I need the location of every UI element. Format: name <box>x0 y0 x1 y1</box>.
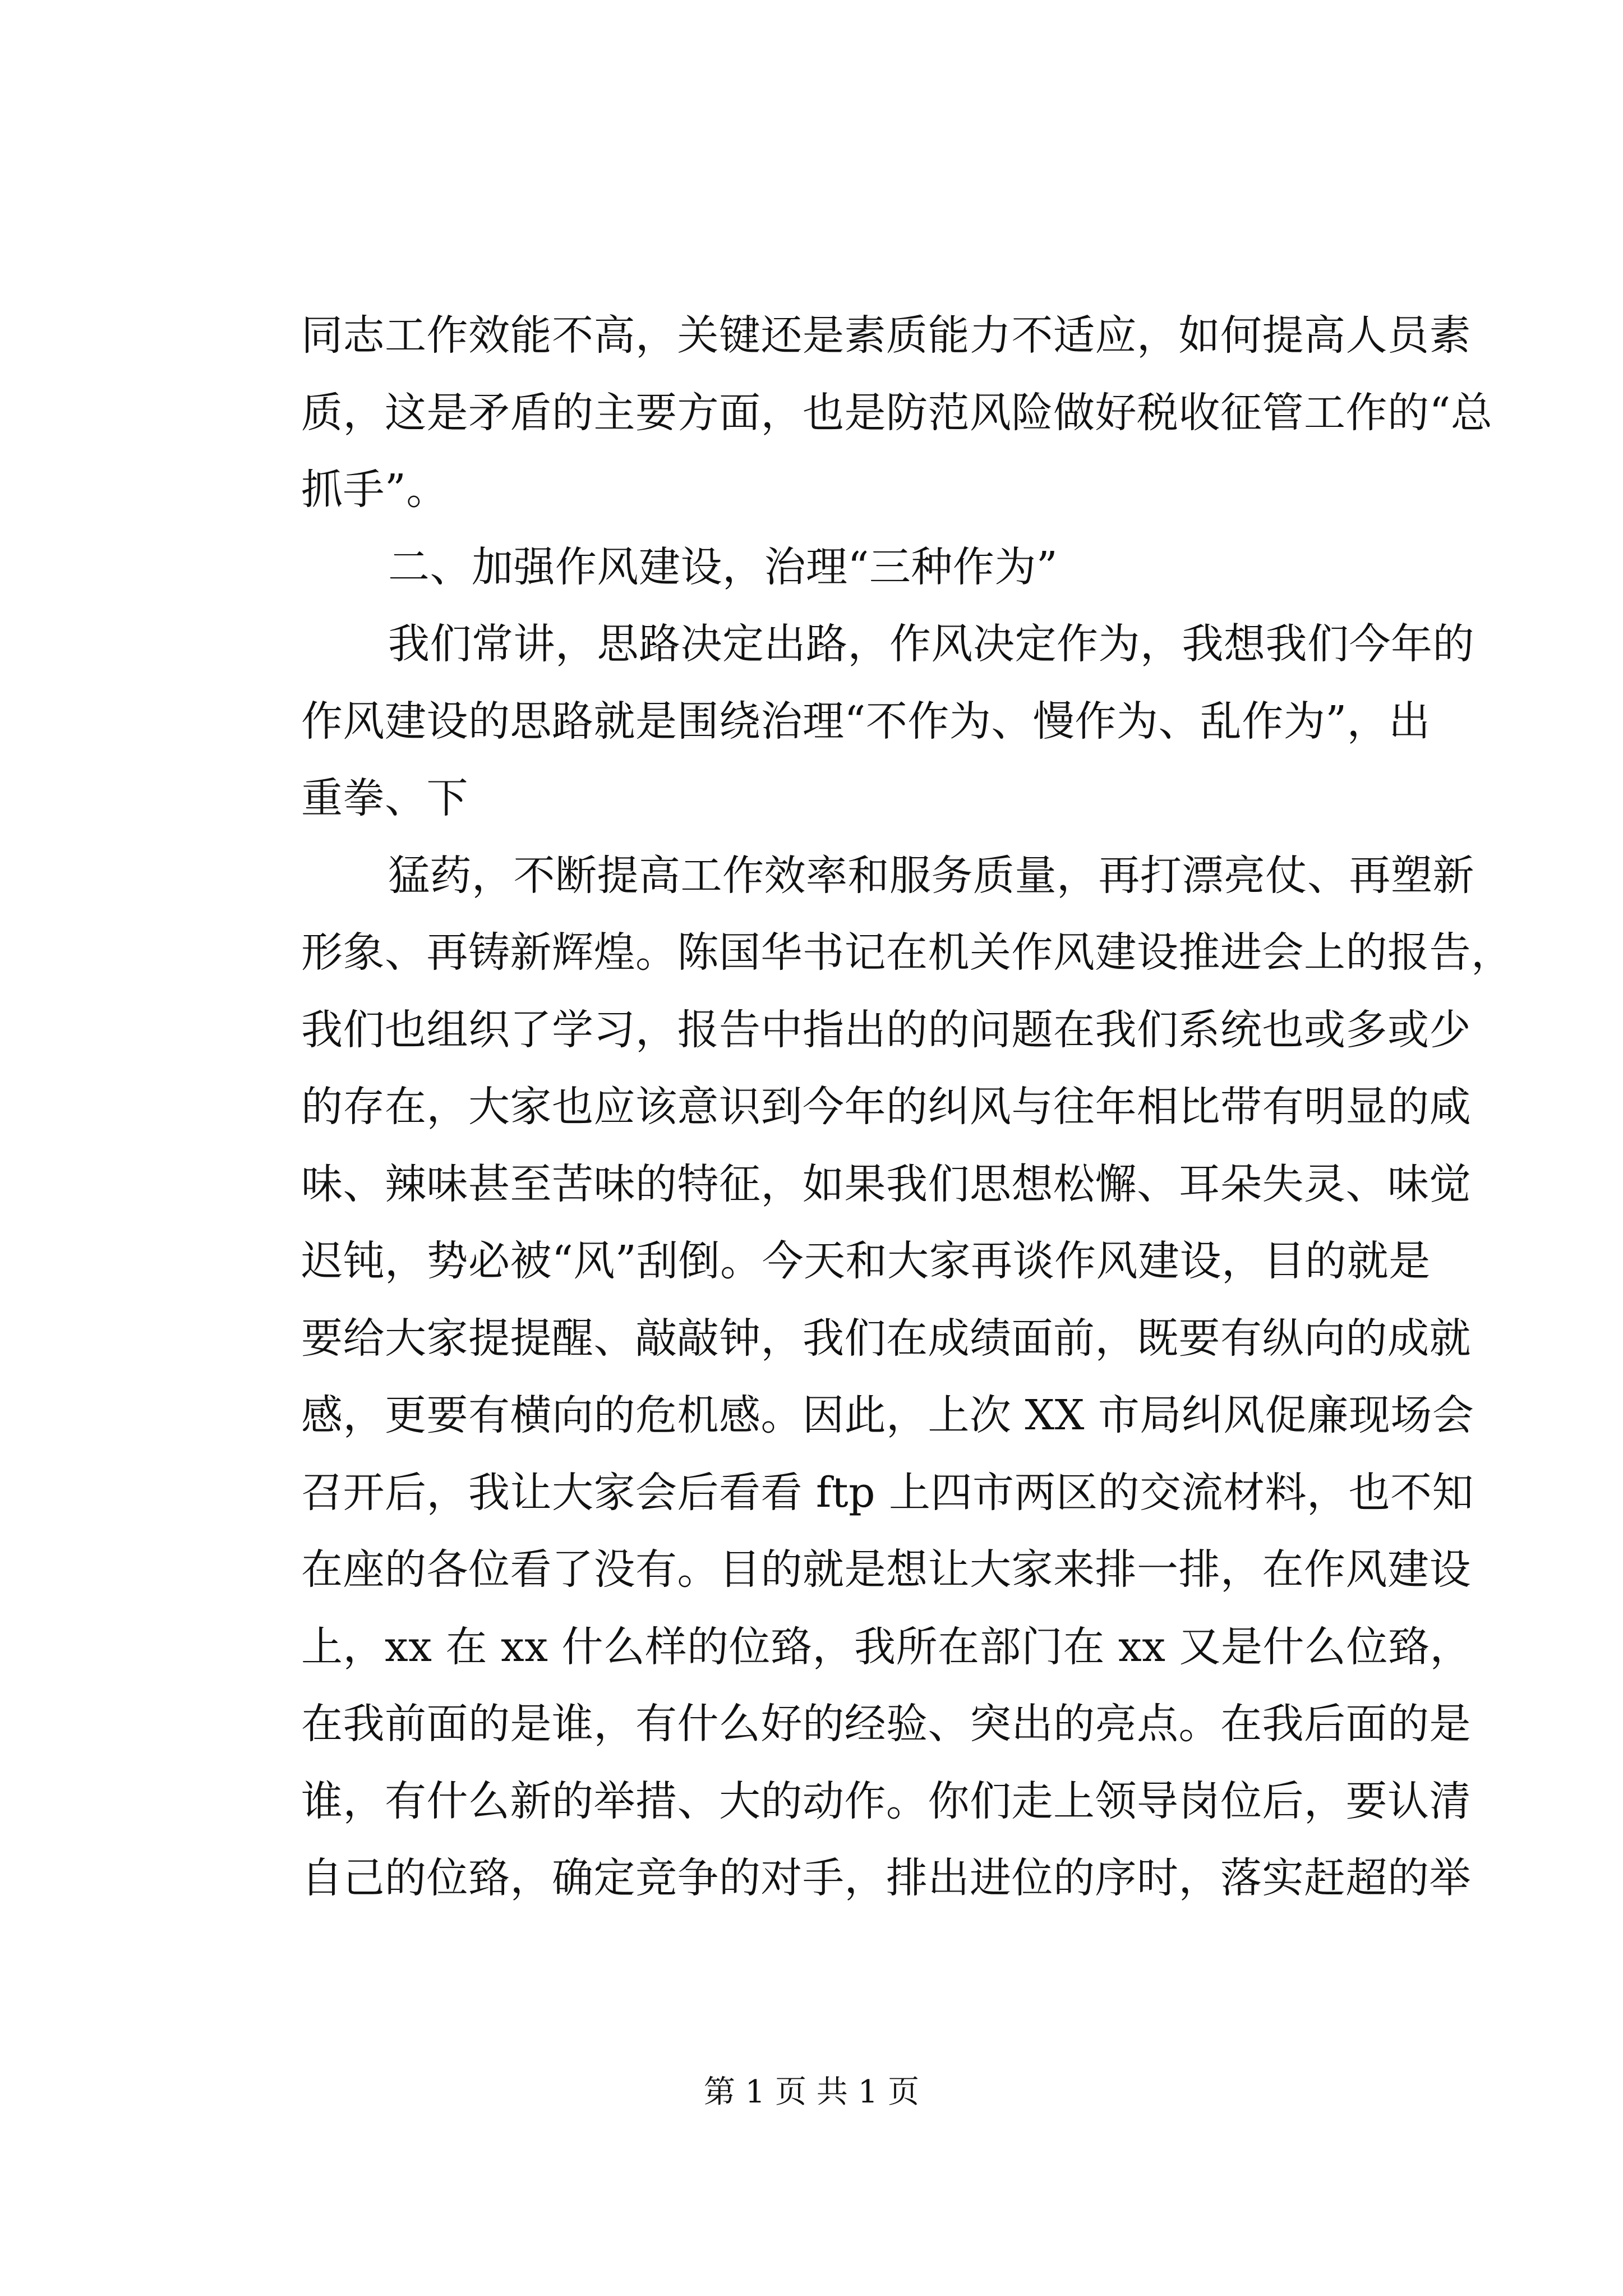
text-line: 在座的各位看了没有。目的就是想让大家来排一排，在作风建设 <box>301 1545 1471 1594</box>
text-line: 味、辣味甚至苦味的特征，如果我们思想松懈、耳朵失灵、味觉 <box>301 1159 1471 1208</box>
text-line: 形象、再铸新辉煌。陈国华书记在机关作风建设推进会上的报告， <box>301 928 1513 977</box>
text-line: 上，xx 在 xx 什么样的位臵，我所在部门在 xx 又是什么位臵， <box>301 1622 1472 1671</box>
text-line: 感，更要有横向的危机感。因此，上次 XX 市局纠风促廉现场会 <box>301 1391 1474 1439</box>
text-line: 在我前面的是谁，有什么好的经验、突出的亮点。在我后面的是 <box>301 1700 1471 1748</box>
body-text <box>301 297 1513 1917</box>
page-footer <box>0 2070 1623 2115</box>
section-heading: 二、加强作风建设，治理“三种作为” <box>388 542 1058 591</box>
text-line: 作风建设的思路就是围绕治理“不作为、慢作为、乱作为”，出 <box>301 697 1431 746</box>
text-line: 我们也组织了学习，报告中指出的的问题在我们系统也或多或少 <box>301 1005 1471 1054</box>
text-line: 重拳、下 <box>301 774 468 822</box>
text-line: 的存在，大家也应该意识到今年的纠风与往年相比带有明显的咸 <box>301 1083 1471 1131</box>
text-line: 我们常讲，思路决定出路，作风决定作为，我想我们今年的 <box>388 620 1474 668</box>
page-number: 第 1 页 共 1 页 <box>703 2074 920 2110</box>
text-line: 质，这是矛盾的主要方面，也是防范风险做好税收征管工作的“总 <box>301 388 1493 437</box>
text-line: 召开后，我让大家会后看看 ftp 上四市两区的交流材料，也不知 <box>301 1468 1474 1517</box>
text-line: 同志工作效能不高，关键还是素质能力不适应，如何提高人员素 <box>301 311 1471 360</box>
text-line: 要给大家提提醒、敲敲钟，我们在成绩面前，既要有纵向的成就 <box>301 1314 1471 1363</box>
text-line: 猛药，不断提高工作效率和服务质量，再打漂亮仗、再塑新 <box>388 851 1474 900</box>
text-line: 抓手”。 <box>301 466 448 514</box>
text-line: 谁，有什么新的举措、大的动作。你们走上领导岗位后，要认清 <box>301 1777 1471 1825</box>
text-line: 迟钝，势必被“风”刮倒。今天和大家再谈作风建设，目的就是 <box>301 1237 1431 1285</box>
text-line: 自己的位臵，确定竞争的对手，排出进位的序时，落实赶超的举 <box>301 1854 1471 1902</box>
